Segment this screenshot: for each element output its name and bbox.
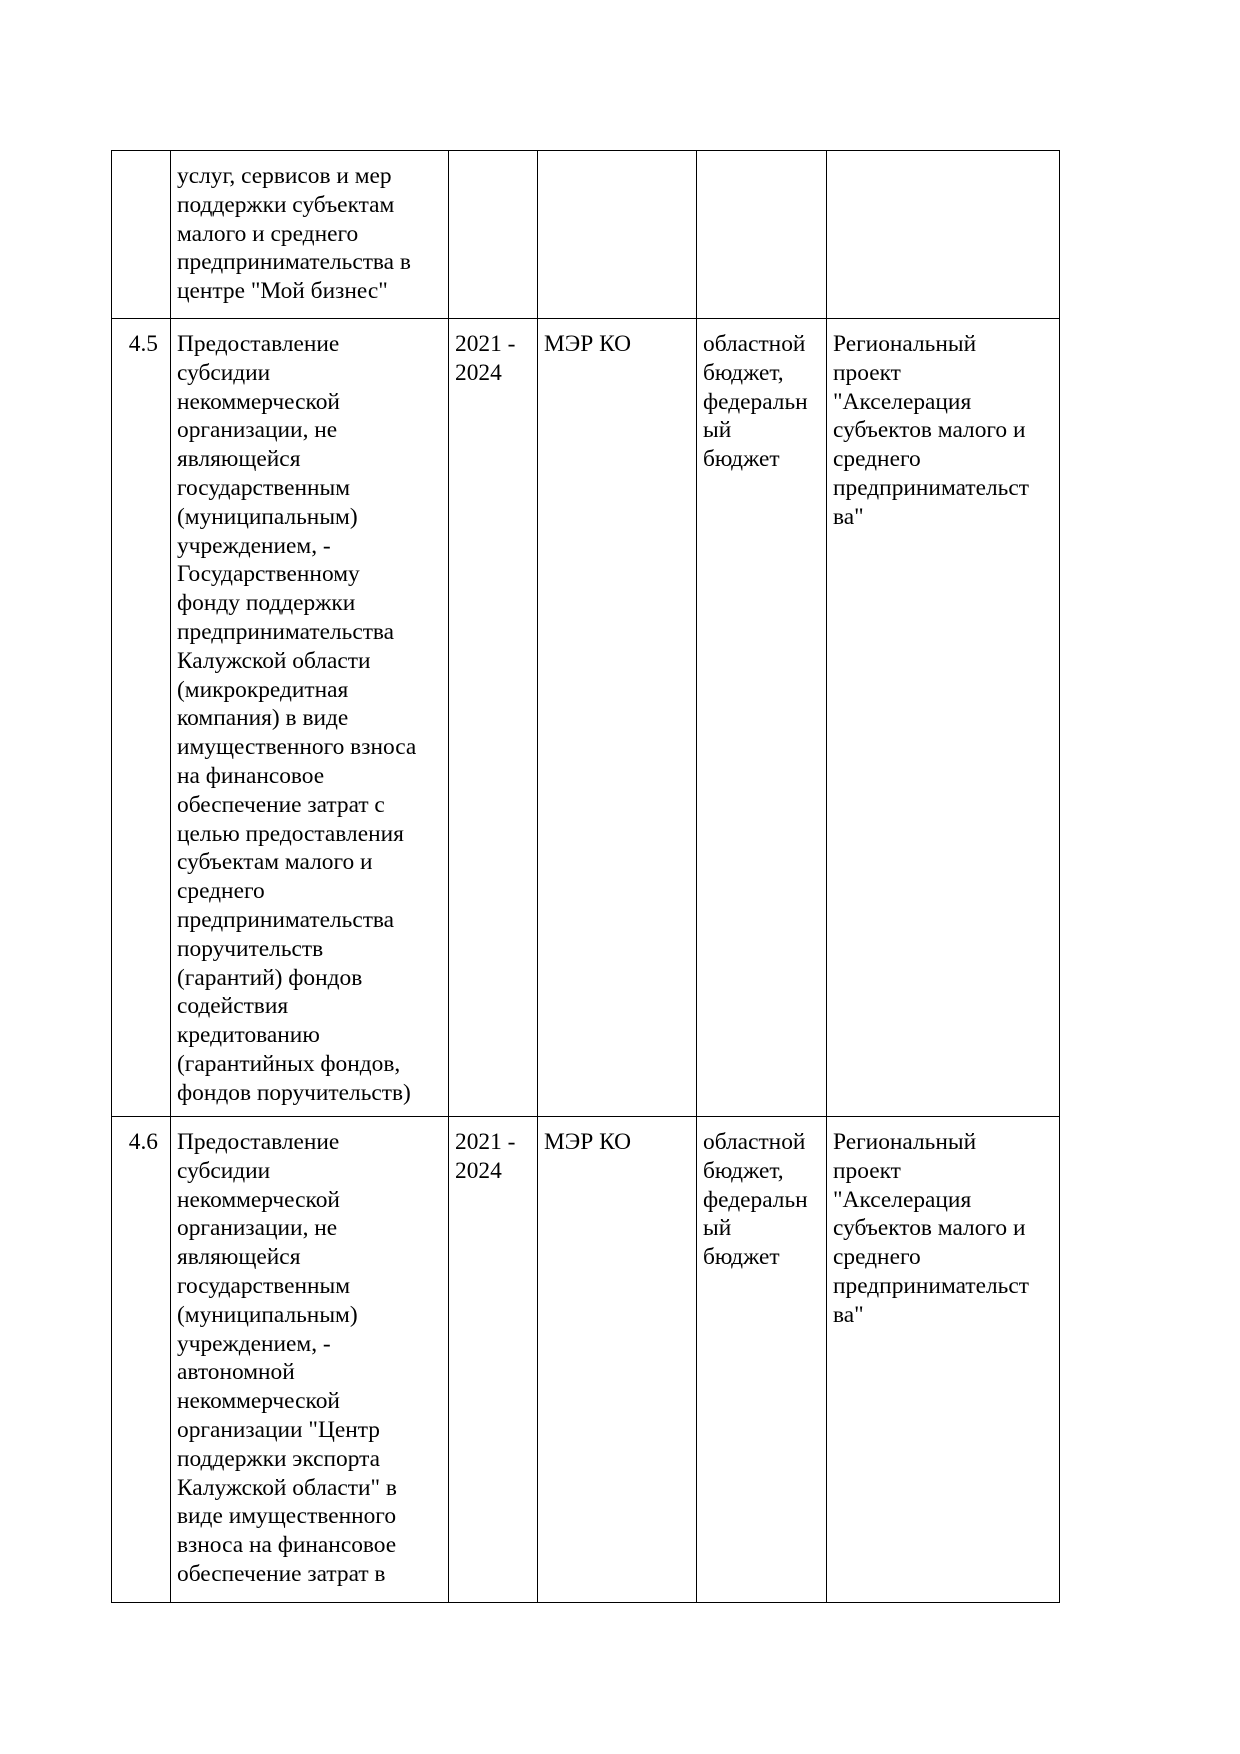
executor: МЭР КО	[538, 319, 697, 1117]
funding-source: областной бюджет, федеральн ый бюджет	[697, 1117, 827, 1603]
table-row	[112, 151, 1060, 319]
measure-description: Предоставление субсидии некоммерческой организации, не являющейся государственным (муниципальным) учреждением, - автономной некоммерческой организации "Центр поддержки экспорта Калужской области" в виде имущественного взноса на финансовое обеспечение затрат в	[171, 1117, 449, 1603]
period: 2021 - 2024	[449, 1117, 538, 1603]
funding-source	[697, 151, 827, 319]
executor: МЭР КО	[538, 1117, 697, 1603]
measure-description: услуг, сервисов и мер поддержки субъектам малого и среднего предпринимательства в центре "Мой бизнес"	[171, 151, 449, 319]
measures-table	[111, 150, 1060, 1603]
row-number	[112, 151, 171, 319]
period: 2021 - 2024	[449, 319, 538, 1117]
table-row	[112, 319, 1060, 1117]
note: Региональный проект "Акселерация субъектов малого и среднего предпринимательст ва"	[827, 319, 1060, 1117]
period	[449, 151, 538, 319]
note	[827, 151, 1060, 319]
row-number: 4.5	[112, 319, 171, 1117]
row-number: 4.6	[112, 1117, 171, 1603]
note: Региональный проект "Акселерация субъектов малого и среднего предпринимательст ва"	[827, 1117, 1060, 1603]
executor	[538, 151, 697, 319]
measure-description: Предоставление субсидии некоммерческой организации, не являющейся государственным (муниципальным) учреждением, - Государственному фонду поддержки предпринимательства Калужской области (микрокредитная компания) в виде имущественного взноса на финансовое обеспечение затрат с целью предоставления субъектам малого и среднего предпринимательства поручительств (гарантий) фондов содействия кредитованию (гарантийных фондов, фондов поручительств)	[171, 319, 449, 1117]
table-row	[112, 1117, 1060, 1603]
funding-source: областной бюджет, федеральн ый бюджет	[697, 319, 827, 1117]
